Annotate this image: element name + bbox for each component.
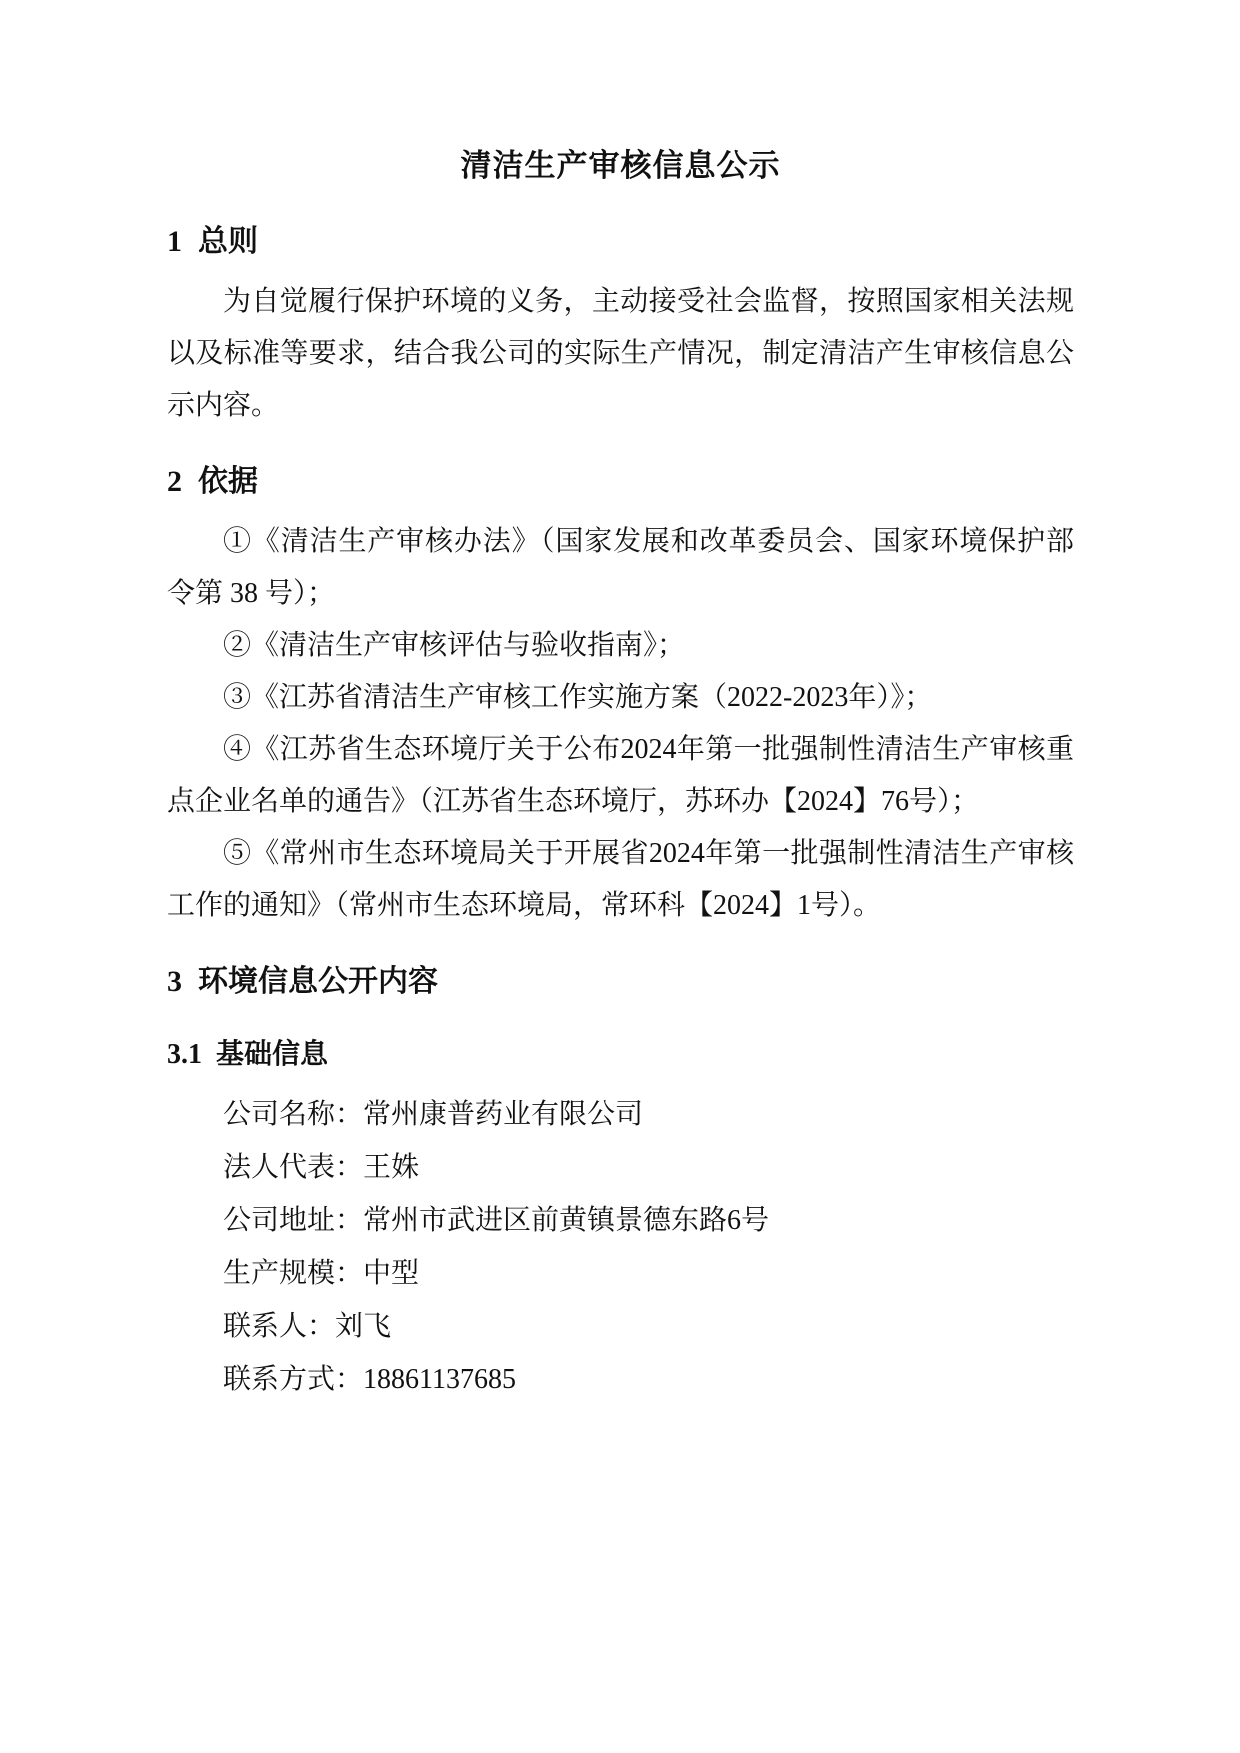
section-3-1-number: 3.1 bbox=[167, 1039, 202, 1070]
basis-item-4: ④《江苏省生态环境厅关于公布2024年第一批强制性清洁生产审核重点企业名单的通告》（江苏省生态环境厅，苏环办【2024】76号）； bbox=[167, 734, 1074, 817]
section-2-title: 依据 bbox=[198, 465, 258, 498]
field-production-scale-value: 中型 bbox=[363, 1258, 420, 1289]
field-company-name-label: 公司名称： bbox=[223, 1099, 364, 1130]
field-legal-representative-label: 法人代表： bbox=[223, 1152, 364, 1183]
field-company-address-value: 常州市武进区前黄镇景德东路6号 bbox=[363, 1205, 770, 1236]
section-2-heading bbox=[167, 462, 1074, 502]
field-contact-phone-value: 18861137685 bbox=[363, 1364, 516, 1395]
section-2-number: 2 bbox=[167, 465, 182, 498]
field-production-scale-label: 生产规模： bbox=[223, 1258, 364, 1289]
section-1-title: 总则 bbox=[198, 225, 258, 258]
field-legal-representative bbox=[167, 1141, 1074, 1194]
section-3-heading bbox=[167, 962, 1074, 1002]
field-contact-person bbox=[167, 1300, 1074, 1353]
section-3-1-title: 基础信息 bbox=[216, 1039, 329, 1070]
section-1-heading bbox=[167, 222, 1074, 262]
field-contact-phone bbox=[167, 1353, 1074, 1406]
section-3-1-heading bbox=[167, 1036, 1074, 1074]
field-legal-representative-value: 王姝 bbox=[363, 1152, 420, 1183]
field-contact-person-label: 联系人： bbox=[223, 1311, 336, 1342]
section-3-title: 环境信息公开内容 bbox=[198, 965, 438, 998]
basic-info-fields bbox=[167, 1088, 1074, 1406]
field-production-scale bbox=[167, 1247, 1074, 1300]
field-contact-phone-label: 联系方式： bbox=[223, 1364, 364, 1395]
section-1-number: 1 bbox=[167, 225, 182, 258]
field-company-address-label: 公司地址： bbox=[223, 1205, 364, 1236]
basis-item-2: ②《清洁生产审核评估与验收指南》； bbox=[223, 630, 686, 661]
field-company-name bbox=[167, 1088, 1074, 1141]
basis-item-3: ③《江苏省清洁生产审核工作实施方案（2022-2023年）》； bbox=[223, 682, 933, 713]
field-company-address bbox=[167, 1194, 1074, 1247]
basis-item-1: ①《清洁生产审核办法》（国家发展和改革委员会、国家环境保护部令第 38 号）； bbox=[167, 526, 1074, 609]
basis-item-5: ⑤《常州市生态环境局关于开展省2024年第一批强制性清洁生产审核工作的通知》（常州市生态环境局，常环科【2024】1号）。 bbox=[167, 838, 1074, 921]
field-company-name-value: 常州康普药业有限公司 bbox=[363, 1099, 644, 1130]
section-1-paragraph: 为自觉履行保护环境的义务，主动接受社会监督，按照国家相关法规以及标准等要求，结合我公司的实际生产情况，制定清洁产生审核信息公示内容。 bbox=[167, 286, 1074, 421]
section-3-number: 3 bbox=[167, 965, 182, 998]
document-title: 清洁生产审核信息公示 bbox=[460, 148, 781, 183]
field-contact-person-value: 刘飞 bbox=[335, 1311, 392, 1342]
